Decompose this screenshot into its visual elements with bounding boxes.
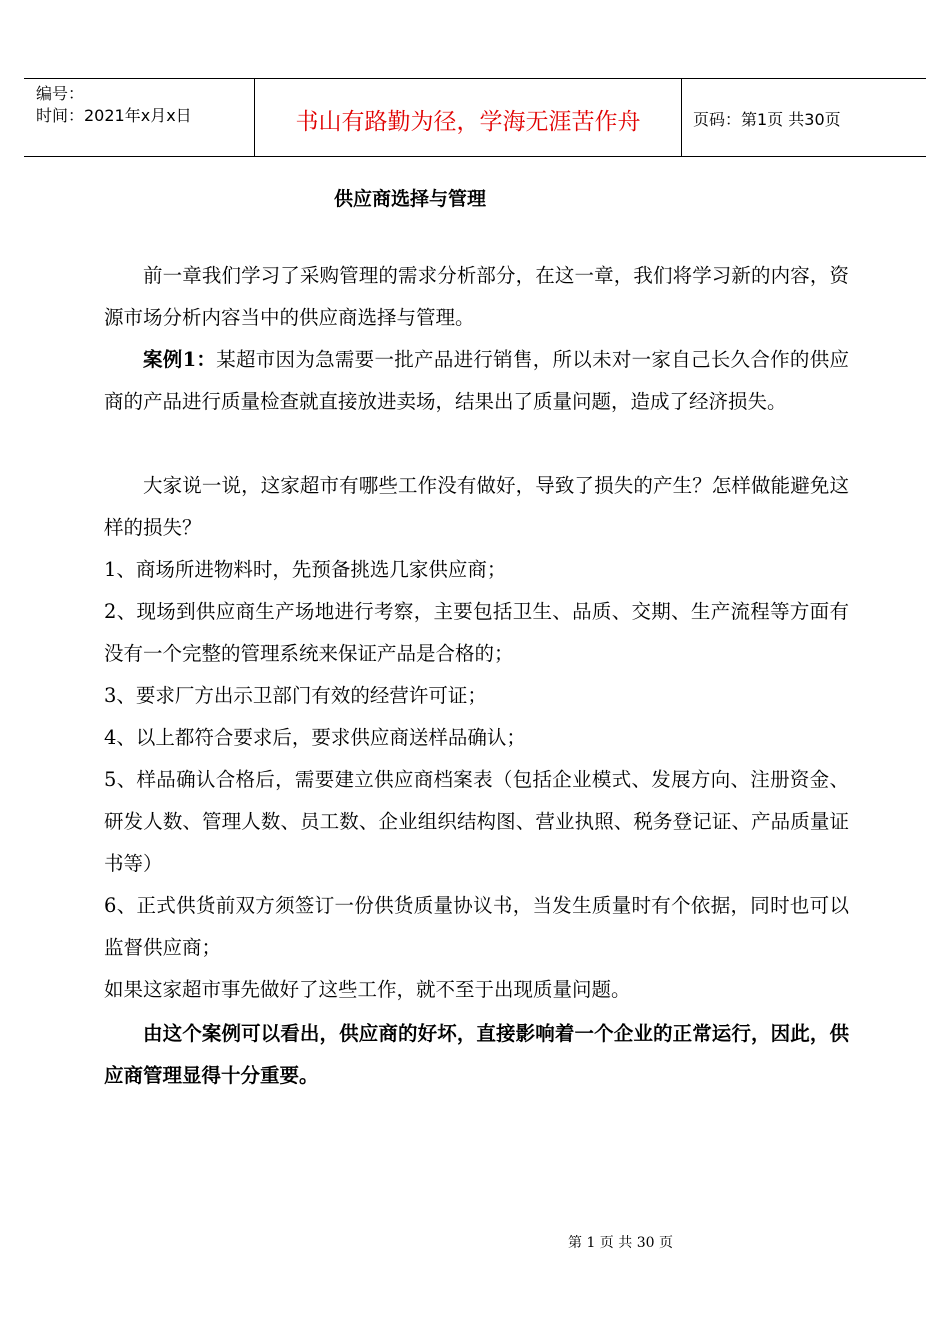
case-paragraph: [104, 339, 849, 423]
time-label: 时间：2021年x月x日: [36, 106, 192, 125]
list-item-1: 1、商场所进物料时，先预备挑选几家供应商；: [104, 558, 507, 581]
document-title: 供应商选择与管理: [333, 188, 486, 210]
header-motto-cell: [254, 79, 682, 156]
header-meta-cell: [24, 79, 254, 156]
case-text: 某超市因为急需要一批产品进行销售，所以未对一家自己长久合作的供应商的产品进行质量检查就直接放进卖场，结果出了质量问题，造成了经济损失。: [104, 348, 849, 413]
page-footer: 第 1 页 共 30 页: [568, 1235, 673, 1251]
case-label: 案例1：: [143, 348, 217, 371]
question-paragraph: 大家说一说，这家超市有哪些工作没有做好，导致了损失的产生？怎样做能避免这样的损失？: [104, 474, 849, 539]
intro-paragraph: 前一章我们学习了采购管理的需求分析部分，在这一章，我们将学习新的内容，资源市场分析内容当中的供应商选择与管理。: [104, 264, 849, 329]
header-page-cell: [681, 79, 926, 156]
list-item-4: 4、以上都符合要求后，要求供应商送样品确认；: [104, 726, 526, 749]
motto-text: 书山有路勤为径，学海无涯苦作舟: [295, 109, 641, 135]
list-item-3: 3、要求厂方出示卫部门有效的经营许可证；: [104, 684, 487, 707]
list-item-5: 5、样品确认合格后，需要建立供应商档案表（包括企业模式、发展方向、注册资金、研发人数、管理人数、员工数、企业组织结构图、营业执照、税务登记证、产品质量证书等）: [104, 768, 849, 875]
conclusion-paragraph: 如果这家超市事先做好了这些工作，就不至于出现质量问题。: [104, 978, 631, 1001]
document-header: [24, 78, 926, 157]
number-label: 编号：: [36, 84, 85, 103]
header-page-label: 页码：第1页 共30页: [693, 110, 841, 129]
list-item-2: 2、现场到供应商生产场地进行考察，主要包括卫生、品质、交期、生产流程等方面有没有一个完整的管理系统来保证产品是合格的；: [104, 600, 849, 665]
bold-conclusion-paragraph: 由这个案例可以看出，供应商的好坏，直接影响着一个企业的正常运行，因此，供应商管理显得十分重要。: [104, 1022, 849, 1087]
list-item-6: 6、正式供货前双方须签订一份供货质量协议书，当发生质量时有个依据，同时也可以监督供应商；: [104, 894, 849, 959]
